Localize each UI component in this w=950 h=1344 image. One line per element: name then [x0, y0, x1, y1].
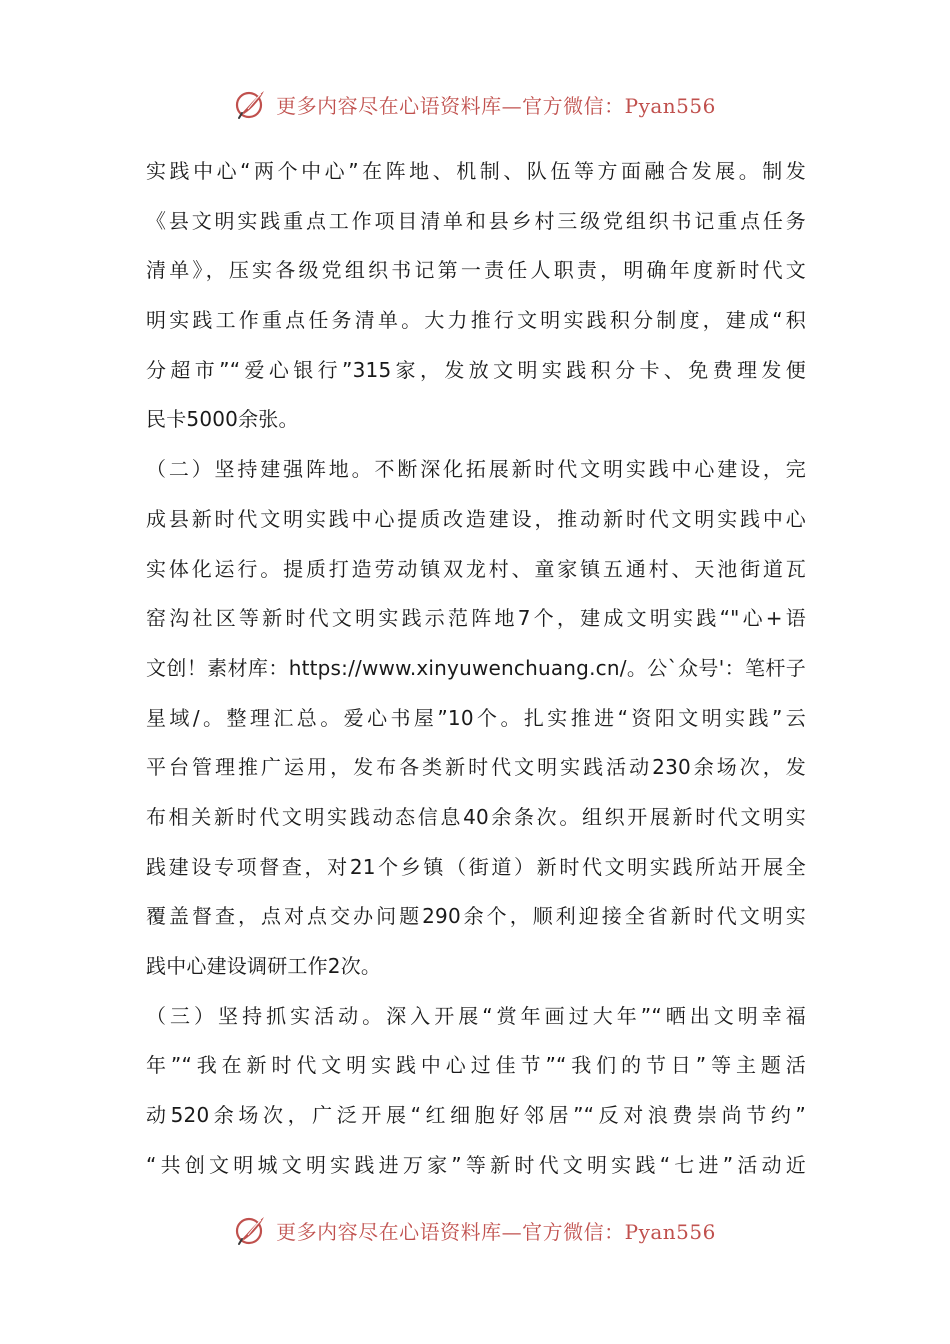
- text-line: 践中心建设调研工作2次。: [146, 954, 382, 978]
- text-line: 窑沟社区等新时代文明实践示范阵地7个，建成文明实践“"心+语: [146, 606, 806, 631]
- text-line: （三）坚持抓实活动。深入开展“赏年画过大年”“晒出文明幸福: [146, 1003, 806, 1028]
- header-banner-text: 更多内容尽在心语资料库—官方微信：Pyan556: [276, 93, 716, 118]
- text-line: 实践中心“两个中心”在阵地、机制、队伍等方面融合发展。制发: [146, 159, 806, 183]
- text-line: （二）坚持建强阵地。不断深化拓展新时代文明实践中心建设，完: [146, 457, 806, 482]
- text-line: 覆盖督查，点对点交办问题290余个，顺利迎接全省新时代文明实: [146, 904, 806, 929]
- document-body: [146, 147, 806, 1190]
- text-line: 成县新时代文明实践中心提质改造建设，推动新时代文明实践中心: [146, 506, 806, 531]
- text-line: 实体化运行。提质打造劳动镇双龙村、童家镇五通村、天池街道瓦: [146, 556, 806, 581]
- footer-banner: [0, 1210, 950, 1250]
- text-line: “共创文明城文明实践进万家”等新时代文明实践“七进”活动近: [146, 1152, 806, 1177]
- text-line: 践建设专项督查，对21个乡镇（街道）新时代文明实践所站开展全: [146, 854, 806, 879]
- text-line: 动520余场次，广泛开展“红细胞好邻居”“反对浪费崇尚节约”: [146, 1103, 806, 1128]
- quill-pen-logo-icon: [234, 87, 268, 121]
- text-line: 明实践工作重点任务清单。大力推行文明实践积分制度，建成“积: [146, 308, 806, 333]
- text-line: 文创！素材库：https://www.xinyuwenchuang.cn/。公`众号'：笔杆子: [146, 655, 806, 680]
- footer-banner-text: 更多内容尽在心语资料库—官方微信：Pyan556: [276, 1219, 716, 1244]
- text-line: 清单》，压实各级党组织书记第一责任人职责，明确年度新时代文: [146, 258, 806, 283]
- text-line: 民卡5000余张。: [146, 407, 299, 432]
- text-line: 平台管理推广运用，发布各类新时代文明实践活动230余场次，发: [146, 755, 806, 780]
- text-line: 星域/。整理汇总。爱心书屋”10个。扎实推进“资阳文明实践”云: [146, 705, 806, 730]
- text-line: 年”“我在新时代文明实践中心过佳节”“我们的节日”等主题活: [146, 1053, 806, 1078]
- quill-pen-logo-icon: [234, 1213, 268, 1247]
- text-line: 分超市”“爱心银行”315家，发放文明实践积分卡、免费理发便: [146, 357, 806, 382]
- text-line: 《县文明实践重点工作项目清单和县乡村三级党组织书记重点任务: [146, 208, 806, 233]
- header-banner: [0, 84, 950, 124]
- text-line: 布相关新时代文明实践动态信息40余条次。组织开展新时代文明实: [146, 804, 806, 829]
